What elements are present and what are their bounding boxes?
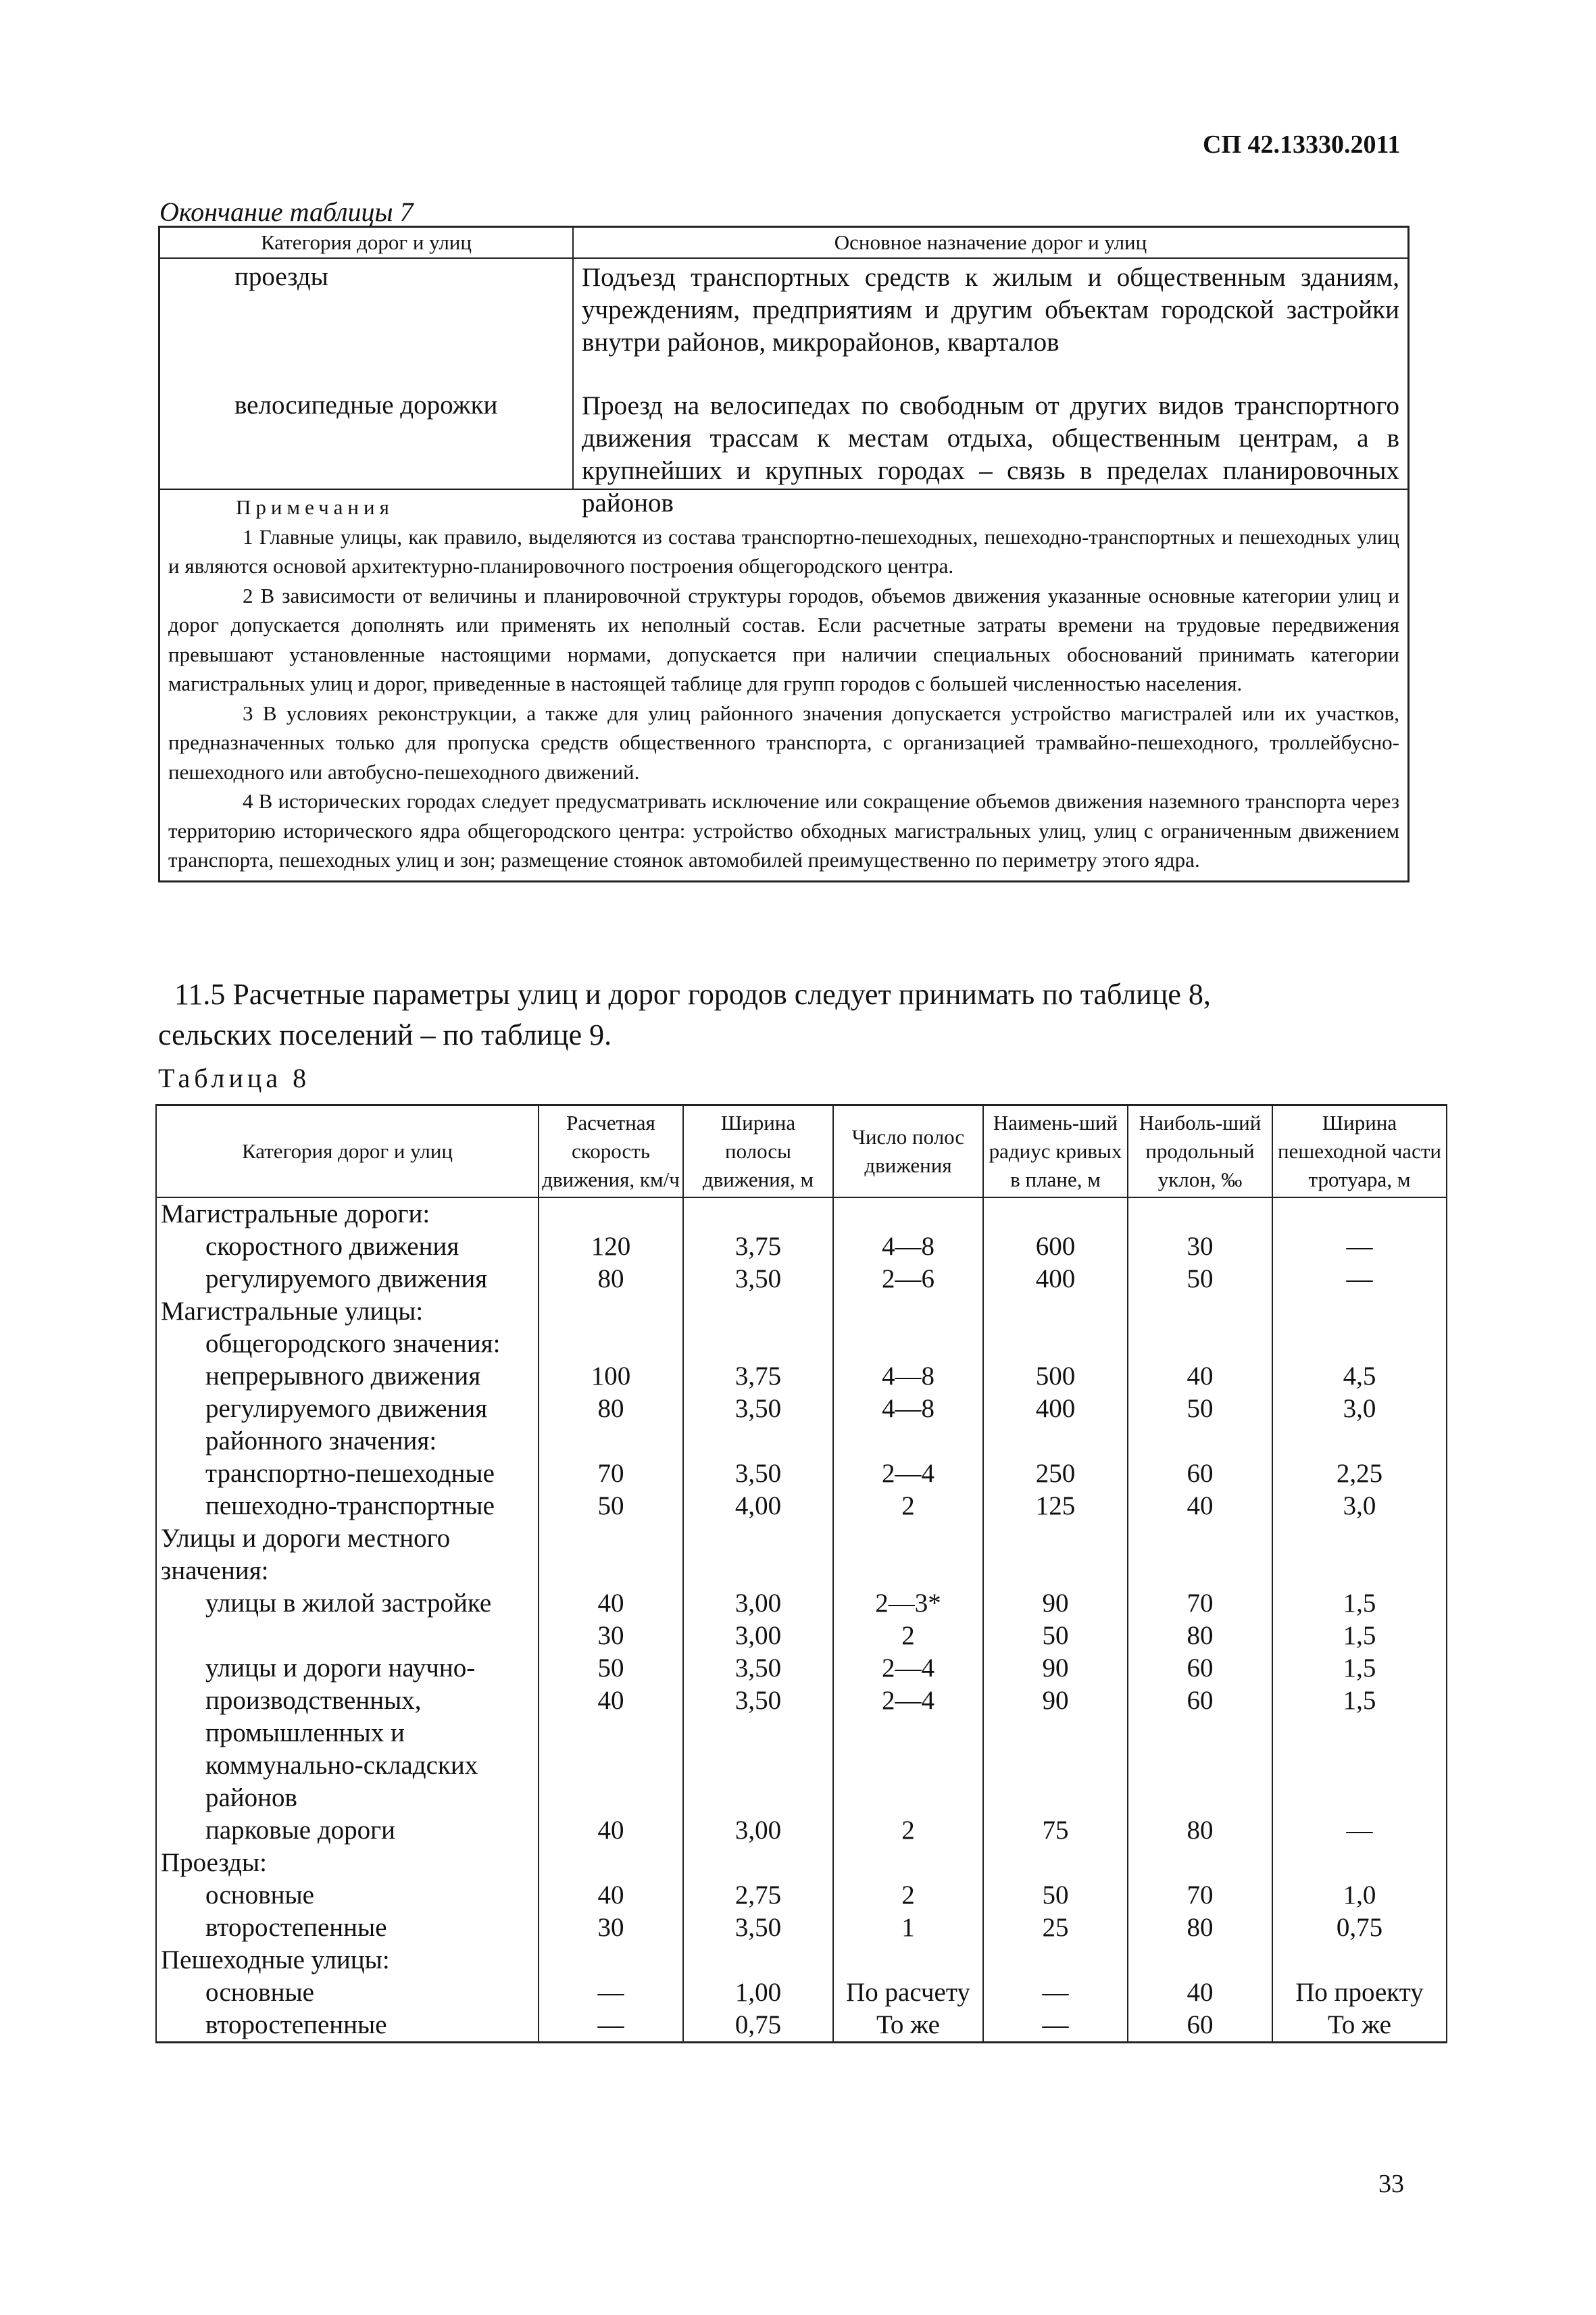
table-row <box>156 1360 1447 1393</box>
table8-speed-cell <box>539 1328 683 1360</box>
table8-speed-cell: 70 <box>539 1458 683 1490</box>
table-row <box>156 1522 1447 1555</box>
table8-sidewalk-width-cell: По проекту <box>1272 1976 1447 2009</box>
table8-max-slope-cell: 60 <box>1128 2009 1272 2043</box>
table8-lane-count-cell <box>833 1425 983 1458</box>
table8-lane-count-cell: 2 <box>833 1490 983 1522</box>
table8-category-cell: районного значения: <box>156 1425 539 1458</box>
table8-speed-cell <box>539 1717 683 1749</box>
table8-sidewalk-width-cell: 1,5 <box>1272 1685 1447 1717</box>
table8-category-cell: улицы и дороги научно- <box>156 1652 539 1685</box>
table8-max-slope-cell <box>1128 1847 1272 1879</box>
note-3: 3 В условиях реконструкции, а также для улиц районного значения допускается устройство магистралей или их участков, предназначенных только для пропуска средств общественного транспорта, с организацией трамвайно-пешеходного, троллейбусно-пешеходного или автобусно-пешеходного движений. <box>168 701 1399 784</box>
table8-speed-cell <box>539 1197 683 1230</box>
table8-category-cell: основные <box>156 1879 539 1912</box>
table8-sidewalk-width-cell: — <box>1272 1263 1447 1295</box>
table8-speed-cell <box>539 1847 683 1879</box>
table8-max-slope-cell: 70 <box>1128 1879 1272 1912</box>
table8-lane-width-cell: 3,50 <box>683 1685 833 1717</box>
table8-max-slope-cell: 80 <box>1128 1620 1272 1652</box>
table8-col-speed: Расчетная скорость движения, км/ч <box>539 1105 683 1198</box>
table8-category-cell: Магистральные улицы: <box>156 1295 539 1328</box>
table-row <box>156 1717 1447 1749</box>
table8-lane-width-cell <box>683 1847 833 1879</box>
table8-lane-count-cell: 1 <box>833 1912 983 1944</box>
table8-sidewalk-width-cell <box>1272 1522 1447 1555</box>
table-row <box>156 1652 1447 1685</box>
table8-category-cell: скоростного движения <box>156 1230 539 1263</box>
table8-category-cell: коммунально-складских <box>156 1749 539 1782</box>
table8-max-slope-cell <box>1128 1782 1272 1814</box>
table8-lane-width-cell <box>683 1425 833 1458</box>
table8-lane-count-cell: 2 <box>833 1620 983 1652</box>
table8-lane-count-cell <box>833 1782 983 1814</box>
table8-sidewalk-width-cell <box>1272 1295 1447 1328</box>
paragraph-line-1: 11.5 Расчетные параметры улиц и дорог городов следует принимать по таблице 8, <box>174 978 1211 1011</box>
table8-sidewalk-width-cell: То же <box>1272 2009 1447 2043</box>
table8-sidewalk-width-cell: 4,5 <box>1272 1360 1447 1393</box>
table8-speed-cell: 30 <box>539 1912 683 1944</box>
table8-speed-cell: 50 <box>539 1490 683 1522</box>
table8-speed-cell <box>539 1295 683 1328</box>
table8-max-slope-cell <box>1128 1425 1272 1458</box>
page-number: 33 <box>1378 2170 1404 2198</box>
table-row <box>156 1425 1447 1458</box>
table8-min-radius-cell <box>983 1295 1128 1328</box>
table-row <box>156 1490 1447 1522</box>
table-row <box>156 1620 1447 1652</box>
table8-speed-cell: 50 <box>539 1652 683 1685</box>
table8-min-radius-cell: 75 <box>983 1814 1128 1847</box>
table8-sidewalk-width-cell: 0,75 <box>1272 1912 1447 1944</box>
table8-col-min-radius: Наимень-ший радиус кривых в плане, м <box>983 1105 1128 1198</box>
table-row <box>156 1263 1447 1295</box>
table8-speed-cell: 40 <box>539 1587 683 1620</box>
note-2: 2 В зависимости от величины и планировочной структуры городов, объемов движения указанные основные категории улиц и дорог допускается дополнять или применять их неполный состав. Если расчетные затраты времени на трудовые передвижения превышают установленные настоящими нормами, допускается при наличии специальных обоснований принимать категории магистральных улиц и дорог, приведенные в настоящей таблице для групп городов с большей численностью населения. <box>168 583 1399 695</box>
table8-max-slope-cell <box>1128 1522 1272 1555</box>
table8-lane-width-cell: 3,00 <box>683 1620 833 1652</box>
table8-sidewalk-width-cell: — <box>1272 1230 1447 1263</box>
notes-heading: Примечания <box>236 495 394 519</box>
table8-speed-cell: 80 <box>539 1263 683 1295</box>
table8-max-slope-cell: 30 <box>1128 1230 1272 1263</box>
table8-category-cell: парковые дороги <box>156 1814 539 1847</box>
table8-category-cell: транспортно-пешеходные <box>156 1458 539 1490</box>
table8-lane-count-cell <box>833 1197 983 1230</box>
table8-category-cell: улицы в жилой застройке <box>156 1587 539 1620</box>
table8-lane-count-cell: 2—4 <box>833 1652 983 1685</box>
table8-lane-count-cell: 2 <box>833 1879 983 1912</box>
table7-purpose-cell: Проезд на велосипедах по свободным от других видов транспортного движения трассам к местам отдыха, общественным центрам, а в крупнейших и крупных городах – связь в пределах планировочных районов <box>582 391 1399 518</box>
table8-max-slope-cell: 40 <box>1128 1490 1272 1522</box>
table8-max-slope-cell: 40 <box>1128 1976 1272 2009</box>
table8-sidewalk-width-cell <box>1272 1328 1447 1360</box>
table8-lane-width-cell <box>683 1295 833 1328</box>
table8-min-radius-cell <box>983 1782 1128 1814</box>
table8-min-radius-cell: — <box>983 1976 1128 2009</box>
table7-col-purpose: Основное назначение дорог и улиц <box>834 230 1147 254</box>
table8-category-cell: Проезды: <box>156 1847 539 1879</box>
table7-col-category: Категория дорог и улиц <box>160 228 574 257</box>
table8 <box>155 1104 1447 2043</box>
table8-lane-count-cell: 2—4 <box>833 1685 983 1717</box>
table8-sidewalk-width-cell: 3,0 <box>1272 1490 1447 1522</box>
table8-sidewalk-width-cell: 1,0 <box>1272 1879 1447 1912</box>
table8-max-slope-cell: 40 <box>1128 1360 1272 1393</box>
table-row <box>156 1847 1447 1879</box>
note-4: 4 В исторических городах следует предусматривать исключение или сокращение объемов движения наземного транспорта через территорию исторического ядра общегородского центра: устройство обходных магистральных улиц, улиц с ограниченным движением транспорта, пешеходных улиц и зон; размещение стоянок автомобилей преимущественно по периметру этого ядра. <box>168 789 1399 872</box>
paragraph-line-2: сельских поселений – по таблице 9. <box>158 1018 612 1051</box>
table8-caption: Таблица 8 <box>158 1063 311 1093</box>
table8-lane-width-cell <box>683 1555 833 1587</box>
table8-lane-width-cell <box>683 1522 833 1555</box>
table8-lane-width-cell: 3,75 <box>683 1360 833 1393</box>
table8-max-slope-cell: 50 <box>1128 1263 1272 1295</box>
table8-max-slope-cell <box>1128 1555 1272 1587</box>
table8-lane-count-cell: 2 <box>833 1814 983 1847</box>
table-row <box>156 1230 1447 1263</box>
paragraph-11-5 <box>158 974 1410 1055</box>
table8-category-cell: непрерывного движения <box>156 1360 539 1393</box>
table7-header-row <box>160 228 1407 259</box>
table8-category-cell: второстепенные <box>156 2009 539 2043</box>
table-row <box>160 259 1407 387</box>
table8-lane-count-cell <box>833 1847 983 1879</box>
table8-sidewalk-width-cell <box>1272 1782 1447 1814</box>
table8-category-cell: производственных, <box>156 1685 539 1717</box>
table8-min-radius-cell <box>983 1522 1128 1555</box>
table8-sidewalk-width-cell: 2,25 <box>1272 1458 1447 1490</box>
table-row <box>156 1782 1447 1814</box>
table8-speed-cell <box>539 1782 683 1814</box>
table8-lane-width-cell <box>683 1782 833 1814</box>
table8-max-slope-cell: 70 <box>1128 1587 1272 1620</box>
table8-max-slope-cell: 60 <box>1128 1458 1272 1490</box>
table8-lane-count-cell: 4—8 <box>833 1393 983 1425</box>
table8-lane-width-cell <box>683 1749 833 1782</box>
table8-speed-cell: 40 <box>539 1814 683 1847</box>
table8-sidewalk-width-cell: 3,0 <box>1272 1393 1447 1425</box>
table8-category-cell: общегородского значения: <box>156 1328 539 1360</box>
table8-min-radius-cell: 600 <box>983 1230 1128 1263</box>
table8-min-radius-cell <box>983 1555 1128 1587</box>
table8-category-cell: основные <box>156 1976 539 2009</box>
table8-category-cell: пешеходно-транспортные <box>156 1490 539 1522</box>
table-row <box>156 1944 1447 1976</box>
table-row <box>156 1685 1447 1717</box>
table8-min-radius-cell: 250 <box>983 1458 1128 1490</box>
table-row <box>156 1912 1447 1944</box>
table8-lane-width-cell <box>683 1944 833 1976</box>
table8-min-radius-cell: 50 <box>983 1879 1128 1912</box>
table8-lane-width-cell: 3,00 <box>683 1587 833 1620</box>
table7 <box>158 226 1410 882</box>
table8-category-cell: Пешеходные улицы: <box>156 1944 539 1976</box>
table8-lane-width-cell: 3,50 <box>683 1652 833 1685</box>
table8-category-cell: второстепенные <box>156 1912 539 1944</box>
table8-lane-width-cell: 3,50 <box>683 1393 833 1425</box>
table8-lane-width-cell: 1,00 <box>683 1976 833 2009</box>
table8-max-slope-cell: 60 <box>1128 1652 1272 1685</box>
table8-max-slope-cell <box>1128 1295 1272 1328</box>
table8-min-radius-cell <box>983 1944 1128 1976</box>
table8-lane-count-cell <box>833 1522 983 1555</box>
table8-category-cell: регулируемого движения <box>156 1393 539 1425</box>
table8-lane-width-cell: 0,75 <box>683 2009 833 2043</box>
table8-lane-width-cell <box>683 1717 833 1749</box>
table8-sidewalk-width-cell <box>1272 1749 1447 1782</box>
table8-speed-cell: — <box>539 1976 683 2009</box>
table8-min-radius-cell: 90 <box>983 1652 1128 1685</box>
table8-lane-count-cell <box>833 1717 983 1749</box>
table8-speed-cell <box>539 1522 683 1555</box>
table8-lane-width-cell <box>683 1328 833 1360</box>
table8-col-max-slope: Наиболь-ший продольный уклон, ‰ <box>1128 1105 1272 1198</box>
table8-lane-width-cell: 3,75 <box>683 1230 833 1263</box>
table8-category-cell: Улицы и дороги местного <box>156 1522 539 1555</box>
table8-speed-cell: 40 <box>539 1685 683 1717</box>
table8-col-lane-count: Число полос движения <box>833 1105 983 1198</box>
table-row <box>156 1328 1447 1360</box>
table8-lane-count-cell <box>833 1944 983 1976</box>
table8-min-radius-cell: 90 <box>983 1685 1128 1717</box>
table8-lane-count-cell <box>833 1295 983 1328</box>
table8-min-radius-cell <box>983 1197 1128 1230</box>
table8-category-cell: районов <box>156 1782 539 1814</box>
table8-min-radius-cell: 25 <box>983 1912 1128 1944</box>
table7-purpose-cell: Подъезд транспортных средств к жилым и общественным зданиям, учреждениям, предприятиям и другим объектам городской застройки внутри районов, микрорайонов, кварталов <box>582 263 1399 357</box>
table8-lane-count-cell <box>833 1555 983 1587</box>
table-row <box>156 1976 1447 2009</box>
table-row <box>156 2009 1447 2043</box>
table-row <box>156 1879 1447 1912</box>
table8-lane-width-cell: 3,50 <box>683 1458 833 1490</box>
note-1: 1 Главные улицы, как правило, выделяются из состава транспортно-пешеходных, пешеходно-транспортных и пешеходных улиц и являются основой архитектурно-планировочного построения общегородского центра. <box>168 524 1399 578</box>
table8-sidewalk-width-cell: 1,5 <box>1272 1652 1447 1685</box>
table8-col-sidewalk-width: Ширина пешеходной части тротуара, м <box>1272 1105 1447 1198</box>
table8-lane-width-cell: 3,50 <box>683 1912 833 1944</box>
table8-speed-cell: 120 <box>539 1230 683 1263</box>
table8-min-radius-cell <box>983 1425 1128 1458</box>
table-row <box>156 1814 1447 1847</box>
table8-speed-cell <box>539 1555 683 1587</box>
table8-max-slope-cell: 60 <box>1128 1685 1272 1717</box>
table8-speed-cell: 40 <box>539 1879 683 1912</box>
document-code: СП 42.13330.2011 <box>1203 130 1401 159</box>
table8-sidewalk-width-cell <box>1272 1847 1447 1879</box>
table8-lane-count-cell <box>833 1328 983 1360</box>
table8-min-radius-cell <box>983 1717 1128 1749</box>
table8-lane-count-cell: 2—3* <box>833 1587 983 1620</box>
table8-min-radius-cell: 400 <box>983 1263 1128 1295</box>
table8-min-radius-cell <box>983 1847 1128 1879</box>
table8-speed-cell <box>539 1749 683 1782</box>
table8-sidewalk-width-cell: — <box>1272 1814 1447 1847</box>
table-row <box>156 1295 1447 1328</box>
table8-lane-count-cell: 2—4 <box>833 1458 983 1490</box>
table-row <box>156 1587 1447 1620</box>
table8-header-row <box>156 1105 1447 1198</box>
table-row <box>156 1393 1447 1425</box>
table8-max-slope-cell: 80 <box>1128 1912 1272 1944</box>
table8-lane-width-cell: 3,50 <box>683 1263 833 1295</box>
table8-min-radius-cell: 50 <box>983 1620 1128 1652</box>
table8-min-radius-cell <box>983 1749 1128 1782</box>
table8-lane-count-cell: 4—8 <box>833 1230 983 1263</box>
table8-max-slope-cell <box>1128 1944 1272 1976</box>
table8-speed-cell <box>539 1425 683 1458</box>
table8-max-slope-cell <box>1128 1717 1272 1749</box>
table8-lane-count-cell <box>833 1749 983 1782</box>
table-row <box>156 1555 1447 1587</box>
table8-category-cell: промышленных и <box>156 1717 539 1749</box>
table8-lane-width-cell: 2,75 <box>683 1879 833 1912</box>
table7-caption: Окончание таблицы 7 <box>159 197 414 227</box>
table8-category-cell: значения: <box>156 1555 539 1587</box>
table8-lane-count-cell: 2—6 <box>833 1263 983 1295</box>
table8-sidewalk-width-cell <box>1272 1425 1447 1458</box>
table8-max-slope-cell: 50 <box>1128 1393 1272 1425</box>
table8-col-lane-width: Ширина полосы движения, м <box>683 1105 833 1198</box>
table8-lane-width-cell: 4,00 <box>683 1490 833 1522</box>
table8-category-cell: регулируемого движения <box>156 1263 539 1295</box>
table8-max-slope-cell: 80 <box>1128 1814 1272 1847</box>
table8-lane-count-cell: То же <box>833 2009 983 2043</box>
table8-sidewalk-width-cell: 1,5 <box>1272 1620 1447 1652</box>
table8-max-slope-cell <box>1128 1197 1272 1230</box>
table8-speed-cell: — <box>539 2009 683 2043</box>
table-row <box>156 1749 1447 1782</box>
table7-category-cell: проезды <box>160 259 574 387</box>
table8-sidewalk-width-cell <box>1272 1197 1447 1230</box>
table8-lane-width-cell <box>683 1197 833 1230</box>
table8-max-slope-cell <box>1128 1328 1272 1360</box>
table8-col-category: Категория дорог и улиц <box>156 1105 539 1198</box>
table8-sidewalk-width-cell: 1,5 <box>1272 1587 1447 1620</box>
table7-notes <box>160 490 1407 880</box>
table8-lane-count-cell: По расчету <box>833 1976 983 2009</box>
table8-sidewalk-width-cell <box>1272 1555 1447 1587</box>
table8-category-cell: Магистральные дороги: <box>156 1197 539 1230</box>
table-row <box>156 1458 1447 1490</box>
table8-speed-cell: 30 <box>539 1620 683 1652</box>
table8-sidewalk-width-cell <box>1272 1717 1447 1749</box>
table8-min-radius-cell <box>983 1328 1128 1360</box>
table8-speed-cell <box>539 1944 683 1976</box>
table8-lane-width-cell: 3,00 <box>683 1814 833 1847</box>
table8-sidewalk-width-cell <box>1272 1944 1447 1976</box>
table8-min-radius-cell: 400 <box>983 1393 1128 1425</box>
table8-speed-cell: 100 <box>539 1360 683 1393</box>
table8-category-cell <box>156 1620 539 1652</box>
table-row <box>156 1197 1447 1230</box>
table8-min-radius-cell: 90 <box>983 1587 1128 1620</box>
table8-speed-cell: 80 <box>539 1393 683 1425</box>
table8-min-radius-cell: 500 <box>983 1360 1128 1393</box>
table8-max-slope-cell <box>1128 1749 1272 1782</box>
table8-min-radius-cell: 125 <box>983 1490 1128 1522</box>
table7-category-cell: велосипедные дорожки <box>160 387 574 489</box>
table8-min-radius-cell: — <box>983 2009 1128 2043</box>
table8-lane-count-cell: 4—8 <box>833 1360 983 1393</box>
